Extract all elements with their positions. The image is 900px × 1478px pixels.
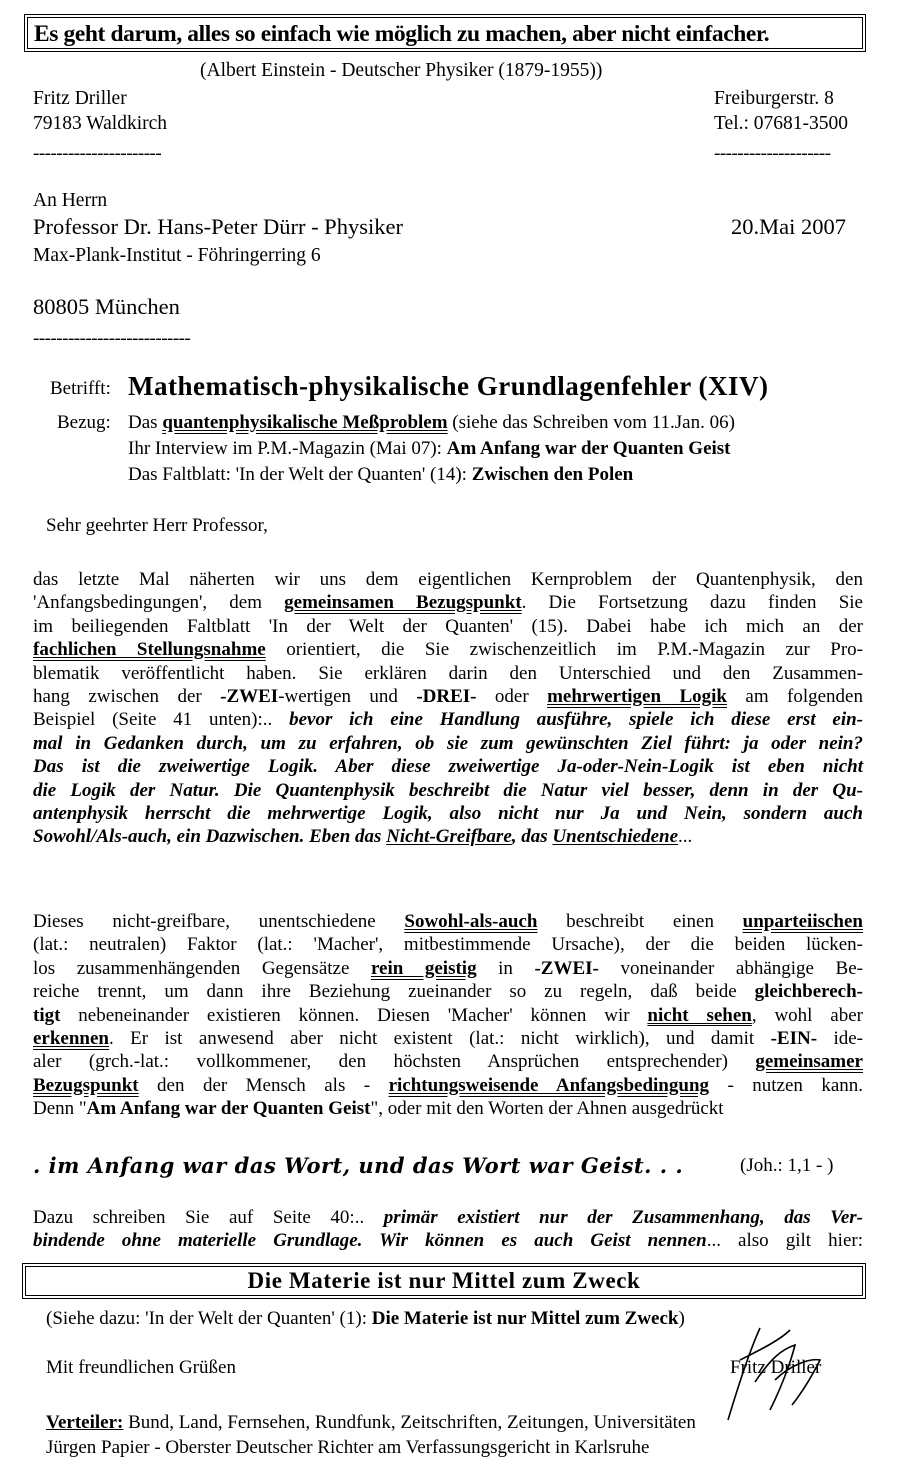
sender-name: Fritz Driller [33,88,127,109]
reference-highlight: Zwischen den Polen [471,464,634,485]
closing: Mit freundlichen Grüßen [46,1357,236,1378]
quote-run: primär existiert nur der Zusammenhang, das Ver- [364,1207,863,1228]
text-run: Beispiel (Seite 41 unten):.. [33,709,273,731]
quote-attribution: (Albert Einstein - Deutscher Physiker (1879-1955)) [200,60,603,81]
highlight: gemeinsamen Bezugspunkt [284,592,522,614]
text-line [33,1050,863,1073]
text-line [33,1074,863,1097]
highlight: unparteiischen [742,911,863,932]
highlight: nicht sehen [647,1004,752,1026]
reference-highlight: Am Anfang war der Quanten Geist [446,438,731,459]
conclusion-box [22,1263,866,1299]
bible-reference: (Joh.: 1,1 - ) [740,1155,834,1176]
text-line [33,910,863,933]
text-run: am folgenden [726,685,863,707]
highlight: gemeinsamer [755,1051,863,1073]
letter-date: 20.Mai 2007 [731,214,846,239]
reference-line-2 [128,438,731,460]
recipient-divider: --------------------------- [33,328,191,349]
sender-street: Freiburgerstr. 8 [714,88,834,109]
highlight: mehrwertigen Logik [547,685,727,707]
highlight: richtungsweisende Anfangsbedingung [388,1074,710,1096]
highlight: gleichberech- [754,981,863,1003]
subject-title: Mathematisch-physikalische Grundlagenfehler (XIV) [128,371,769,401]
paragraph-2 [33,910,863,1121]
text-run: Dazu schreiben Sie auf Seite 40:.. [33,1207,365,1228]
highlight: erkennen [33,1027,109,1049]
highlight: Am Anfang war der Quanten Geist [86,1098,371,1120]
quote-run: , das [511,826,553,848]
text-run: voneinander abhängige Be- [598,957,863,979]
recipient-city: 80805 München [33,294,180,319]
recipient-salutation: An Herrn [33,190,108,211]
subject-label: Betrifft: [50,378,111,399]
text-run: , wohl aber [751,1004,863,1026]
text-line: antenphysik herrscht die mehrwertige Logik, also nicht nur Ja und Nein, sondern auch [33,802,863,824]
text-line: blematik veröffentlicht haben. Sie erklären darin den Unterschied und den Zusammen- [33,662,863,684]
text-line: (lat.: neutralen) Faktor (lat.: 'Macher', mitbestimmende Ursache), der die beiden lücken- [33,934,863,956]
text-run: reiche trennt, um dann ihre Beziehung zueinander so zu regeln, daß beide [33,981,755,1003]
text-run: den der Mensch als - [138,1074,389,1096]
text-run: . Er ist anwesend aber nicht existent (lat.: nicht wirklich), und damit [109,1027,771,1049]
text-line [33,1027,863,1050]
text-run: Denn " [33,1098,87,1120]
text-run: ) [678,1308,685,1329]
text-run: 'Anfangsbedingungen', dem [33,592,262,614]
highlight: Unentschiedene [552,826,679,848]
reference-text: Das [128,412,158,433]
bible-quote: . im Anfang war das Wort, und das Wort war Geist. . . [33,1153,684,1178]
recipient-institute: Max-Plank-Institut - Föhringerring 6 [33,245,321,266]
text-line [33,1097,863,1120]
text-line [33,980,863,1003]
text-run: oder [476,685,548,707]
reference-text: Das Faltblatt: 'In der Welt der Quanten' (14): [128,464,467,485]
highlight: Sowohl-als-auch [404,911,538,932]
highlight: -EIN- [770,1027,818,1049]
text-run: in [476,957,535,979]
distribution-label: Verteiler: [46,1412,124,1433]
greeting: Sehr geehrter Herr Professor, [46,515,268,536]
text-run: ... [678,826,693,848]
sender-city: 79183 Waldkirch [33,113,168,134]
highlight: Nicht-Greifbare [386,826,512,848]
highlight: rein geistig [370,957,477,979]
text-line [33,1004,863,1027]
distribution-list: Bund, Land, Fernsehen, Rundfunk, Zeitschriften, Zeitungen, Universitäten [123,1412,696,1433]
text-run: Dieses nicht-greifbare, unentschiedene [33,911,405,932]
highlight: -ZWEI- [534,957,599,979]
reference-label: Bezug: [57,412,111,433]
quote-run: bevor ich eine Handlung ausführe, spiele ich diese erst ein- [272,709,864,731]
highlight: tigt [33,1004,61,1026]
highlight: -DREI- [416,685,477,707]
text-line [33,957,863,980]
conclusion-text: Die Materie ist nur Mittel zum Zweck [247,1268,641,1293]
text-run: orientiert, die Sie zwischenzeitlich im P.M.-Magazin zur Pro- [265,639,863,661]
text-run: . Die Fortsetzung dazu finden Sie [521,592,863,614]
text-run: - nutzen kann. [709,1074,864,1096]
reference-text: (siehe das Schreiben vom 11.Jan. 06) [452,412,735,433]
text-line: mal in Gedanken durch, um zu erfahren, ob sie zum gewünschten Ziel führt: ja oder nein? [33,732,863,754]
reference-highlight: quantenphysikalische Meßproblem [162,412,448,433]
text-line [33,638,863,661]
distribution-line-1 [46,1412,696,1434]
text-run: hang zwischen der [33,685,221,707]
text-line: Das ist die zweiwertige Logik. Aber diese zweiwertige Ja-oder-Nein-Logik ist eben nicht [33,756,863,778]
recipient-name: Professor Dr. Hans-Peter Dürr - Physiker [33,214,403,239]
reference-line-1 [128,412,735,434]
text-run: beschreibt einen [537,911,743,932]
highlight: Die Materie ist nur Mittel zum Zweck [371,1308,679,1329]
text-run: nebeneinander existieren können. Diesen 'Macher' können wir [60,1004,648,1026]
text-line [33,825,863,848]
text-run: ... also gilt hier: [706,1230,863,1252]
conclusion-reference [46,1308,685,1330]
signature-name: Fritz Driller [730,1357,822,1378]
highlight: Bezugspunkt [33,1074,139,1096]
text-run: ide- [817,1027,863,1049]
sender-divider-right: -------------------- [714,143,831,164]
text-line: im beiliegenden Faltblatt 'In der Welt der Quanten' (15). Dabei habe ich mich an der [33,615,863,637]
paragraph-1 [33,568,863,849]
highlight: -ZWEI [220,685,279,707]
text-line [33,685,863,708]
paragraph-3 [33,1206,863,1253]
text-line: die Logik der Natur. Die Quantenphysik beschreibt die Natur viel besser, denn in der Qu- [33,779,863,801]
text-run: -wertigen und [278,685,417,707]
reference-line-3 [128,464,633,486]
text-run: (Siehe dazu: 'In der Welt der Quanten' (1): [46,1308,372,1329]
text-line [33,1206,863,1229]
text-line [33,1229,863,1252]
text-run: aler (grch.-lat.: vollkommener, den höchsten Ansprüchen entsprechender) [33,1051,756,1073]
sender-phone: Tel.: 07681-3500 [714,113,849,134]
distribution-line-2: Jürgen Papier - Oberster Deutscher Richter am Verfassungsgericht in Karlsruhe [46,1437,650,1458]
highlight: fachlichen Stellungsnahme [33,639,266,661]
text-line [33,591,863,614]
motto-box [24,14,866,52]
text-line: das letzte Mal näherten wir uns dem eigentlichen Kernproblem der Quantenphysik, den [33,569,863,590]
quote-run: bindende ohne materielle Grundlage. Wir können es auch Geist nennen [33,1230,707,1252]
signature [700,1320,850,1430]
text-run: los zusammenhängenden Gegensätze [33,957,371,979]
text-line [33,708,863,731]
sender-divider: ---------------------- [33,143,162,164]
reference-text: Ihr Interview im P.M.-Magazin (Mai 07): [128,438,442,459]
motto-quote: Es geht darum, alles so einfach wie möglich zu machen, aber nicht einfacher. [34,21,770,47]
quote-run: Sowohl/Als-auch, ein Dazwischen. Eben das [33,826,387,848]
text-run: ", oder mit den Worten der Ahnen ausgedrückt [370,1098,724,1120]
